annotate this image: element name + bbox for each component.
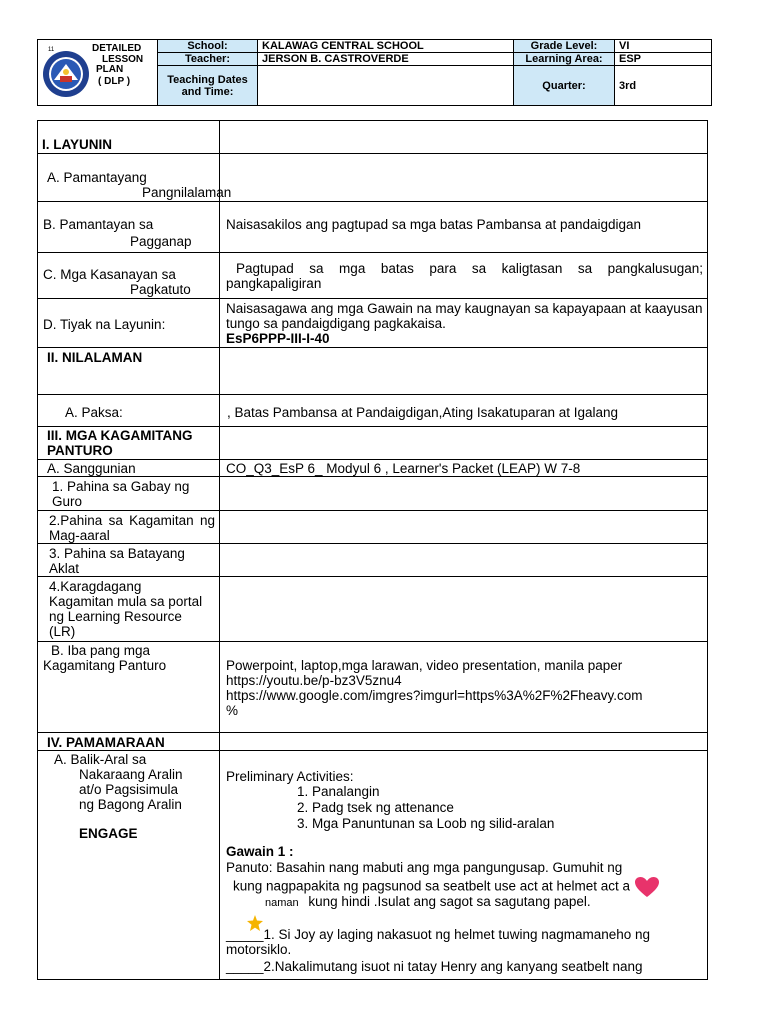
magaaral-label: 2.Pahina sa Kagamitan ng Mag-aaral [49, 513, 215, 543]
kasanayan-label-1: C. Mga Kasanayan sa [43, 267, 176, 282]
kasanayan-value: Pagtupad sa mga batas para sa kaligtasan sa pangkalusugan; pangkapaligiran [226, 261, 703, 291]
tiyak-code: EsP6PPP-III-I-40 [226, 331, 330, 346]
panuto-line-3a: naman [265, 897, 299, 909]
quarter-label: Quarter: [514, 66, 615, 106]
balik-label-4: ng Bagong Aralin [79, 797, 182, 812]
grade-value: VI [615, 40, 712, 53]
kasanayan-label-2: Pagkatuto [130, 282, 191, 297]
panuto-line-2: kung nagpapakita ng pagsunod sa seatbelt use act at helmet act a [233, 878, 631, 894]
dlp-title-2: LESSON [102, 54, 144, 65]
table-row [38, 154, 708, 202]
table-row [38, 511, 708, 544]
table-row [38, 544, 708, 577]
section-nilalaman: II. NILALAMAN [47, 350, 143, 365]
sanggunian-value: CO_Q3_EsP 6_ Modyul 6 , Learner's Packet (LEAP) W 7-8 [226, 461, 581, 476]
table-row [38, 348, 708, 395]
prelim-list [220, 784, 707, 832]
dlp-cell [38, 40, 158, 106]
lesson-plan-table [37, 120, 708, 980]
quarter-value: 3rd [615, 66, 712, 106]
deped-seal-icon [42, 50, 90, 98]
area-value: ESP [615, 53, 712, 66]
gabay-label: 1. Pahina sa Gabay ng Guro [52, 479, 190, 509]
tiyak-label: D. Tiyak na Layunin: [43, 317, 166, 332]
pamantayang-label-2: Pangnilalaman [142, 185, 232, 200]
engage-label: ENGAGE [79, 826, 138, 841]
section-kagamitan: III. MGA KAGAMITANG PANTURO [47, 428, 193, 458]
dates-value [258, 66, 514, 106]
iba-line-2[interactable]: https://youtu.be/p-bz3V5znu4 [226, 673, 402, 688]
balik-label-2: Nakaraang Aralin [79, 767, 183, 782]
section-layunin: I. LAYUNIN [42, 137, 113, 152]
panuto-line-1: Panuto: Basahin nang mabuti ang mga pangungusap. Gumuhit ng [226, 860, 623, 875]
school-label: School: [158, 40, 258, 53]
section-pamamaraan: IV. PAMAMARAAN [47, 735, 165, 750]
gawain-title: Gawain 1 : [226, 844, 294, 859]
balik-label-1: A. Balik-Aral sa [54, 752, 147, 767]
iba-line-3[interactable]: https://www.google.com/imgres?imgurl=https%3A%2F%2Fheavy.com [226, 688, 643, 703]
dlp-title-3: PLAN [96, 64, 124, 75]
tiyak-value: Naisasagawa ang mga Gawain na may kaugnayan sa kapayapaan at kaayusan tungo sa pandaigdigang pagkakaisa. [226, 301, 703, 331]
item-2-line-1: _____2.Nakalimutang isuot ni tatay Henry ang kanyang seatbelt nang [226, 959, 643, 974]
table-row [38, 751, 708, 980]
table-row [38, 427, 708, 460]
table-row [38, 395, 708, 427]
item-1-line-2: motorsiklo. [226, 942, 292, 957]
aklat-label: 3. Pahina sa Batayang Aklat [49, 546, 185, 576]
dlp-title-1: DETAILED [92, 43, 142, 54]
balik-label-3: at/o Pagsisimula [79, 782, 179, 797]
pagganap-label-2: Pagganap [130, 234, 192, 249]
table-row [38, 733, 708, 751]
panuto-line-3b: kung hindi .Isulat ang sagot sa sagutang papel. [308, 894, 591, 909]
table-row [38, 121, 708, 154]
school-value: KALAWAG CENTRAL SCHOOL [258, 40, 514, 53]
table-row [38, 299, 708, 348]
teacher-label: Teacher: [158, 53, 258, 66]
pamantayang-label-1: A. Pamantayang [47, 170, 147, 185]
iba-label: B. Iba pang mga Kagamitang Panturo [43, 643, 167, 673]
list-item: 1. Panalangin [312, 784, 707, 800]
list-item: 2. Padg tsek ng attenance [312, 800, 707, 816]
table-row [38, 253, 708, 299]
grade-label: Grade Level: [514, 40, 615, 53]
iba-line-4: % [226, 703, 239, 718]
item-1-line-1: _____1. Si Joy ay laging nakasuot ng helmet tuwing nagmamaneho ng [226, 927, 651, 942]
table-row [38, 577, 708, 642]
dates-label: Teaching Dates and Time: [158, 66, 258, 106]
table-row [38, 202, 708, 253]
teacher-value: JERSON B. CASTROVERDE [258, 53, 514, 66]
prelim-title: Preliminary Activities: [226, 769, 354, 784]
pagganap-value: Naisasakilos ang pagtupad sa mga batas Pambansa at pandaigdigan [226, 217, 642, 232]
area-label: Learning Area: [514, 53, 615, 66]
pagganap-label-1: B. Pamantayan sa [43, 217, 154, 232]
table-row [38, 642, 708, 733]
header-table [37, 39, 712, 106]
heart-icon [634, 876, 660, 898]
table-row [38, 460, 708, 477]
dlp-title-4: ( DLP ) [98, 76, 131, 87]
paksa-label: A. Paksa: [65, 405, 123, 420]
iba-line-1: Powerpoint, laptop,mga larawan, video presentation, manila paper [226, 658, 623, 673]
dlp-number: 11 [48, 47, 55, 53]
paksa-value: , Batas Pambansa at Pandaigdigan,Ating Isakatuparan at Igalang [227, 405, 619, 420]
lr-label: 4.Karagdagang Kagamitan mula sa portal ng Learning Resource (LR) [49, 579, 203, 639]
sanggunian-label: A. Sanggunian [47, 461, 136, 476]
table-row [38, 477, 708, 511]
list-item: 3. Mga Panuntunan sa Loob ng silid-aralan [312, 816, 707, 832]
